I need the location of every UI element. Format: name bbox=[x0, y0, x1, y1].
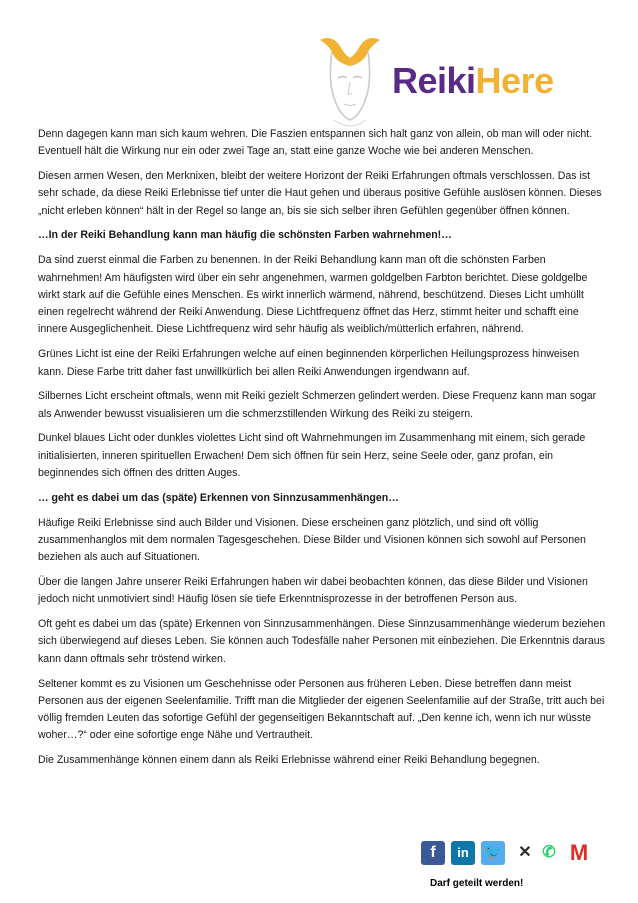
section-heading: … geht es dabei um das (späte) Erkennen von Sinnzusammenhängen… bbox=[38, 491, 399, 504]
brand-part-here: Here bbox=[475, 60, 554, 101]
paragraph: Dunkel blaues Licht oder dunkles violettes Licht sind oft Wahrnehmungen im Zusammenhang mit einem, sich gerade initialisierten, inneren spirituellen Erwachen! Dem sich öffnen für sein Herz, seine Seele oder, ganz profan, ein beginnendes sich öffnen des dritten Auges. bbox=[38, 432, 586, 480]
paragraph: Grünes Licht ist eine der Reiki Erfahrungen welche auf einen beginnenden körperlichen Heilungsprozess hinweisen kann. Diese Farbe tritt daher fast unwillkürlich bei allen Reiki Anwendungen irgendwann auf. bbox=[38, 348, 580, 378]
paragraph: Über die langen Jahre unserer Reiki Erfahrungen haben wir dabei beobachten können, das diese Bilder und Visionen jedoch nicht unmotiviert sind! Häufig lösen sie tiefe Erkenntnisprozesse in der betroffenen Person aus. bbox=[38, 576, 588, 606]
paragraph: Diesen armen Wesen, den Merknixen, bleibt der weitere Horizont der Reiki Erfahrungen oftmals verschlossen. Das ist sehr schade, da diese Reiki Erlebnisse tief unter die Haut gehen und überaus positive Gefühle auslösen können. Dieses „nicht erleben können“ hält in der Regel so lange an, bis sie sich selber ihren Gefühlen gegenüber öffnen können. bbox=[38, 170, 602, 217]
linkedin-icon[interactable]: in bbox=[451, 841, 475, 865]
paragraph: Seltener kommt es zu Visionen um Geschehnisse oder Personen aus früheren Leben. Diese betreffen dann meist Personen aus der eigenen Seelenfamilie. Trifft man die Mitglieder der eigenen Seelenfamilie auf der Straße, tritt auch bei völlig fremden Leuten das sofortige Gefühl der gegenseitigen Bekanntschaft auf. „Den kenne ich, wenn ich nur wüsste woher…?“ oder eine sofortige enge Nähe und Vertrautheit. bbox=[38, 677, 605, 742]
xing-icon[interactable]: ✕ bbox=[518, 844, 532, 861]
share-icons bbox=[421, 837, 621, 869]
header bbox=[300, 32, 600, 132]
paragraph: Häufige Reiki Erlebnisse sind auch Bilder und Visionen. Diese erscheinen ganz plötzlich, und sind oft völlig zusammenhanglos mit dem normalen Tagesgeschehen. Diese Bilder und Visionen können sich sowohl auf Personen beziehen als auch auf Situationen. bbox=[38, 516, 586, 564]
brand-part-reiki: Reiki bbox=[392, 60, 476, 101]
paragraph: Denn dagegen kann man sich kaum wehren. Die Faszien entspannen sich halt ganz von allein, ob man will oder nicht. Eventuell hält die Wirkung nur ein oder zwei Tage an, statt eine ganze Woche wie bei anderen Menschen. bbox=[38, 128, 593, 158]
paragraph: Silbernes Licht erscheint oftmals, wenn mit Reiki gezielt Schmerzen gelindert werden. Diese Frequenz kann man sogar als Anwender bewusst visualisieren um die schmerzstillenden Wirkung des Reiki zu steigern. bbox=[38, 390, 597, 420]
paragraph: Da sind zuerst einmal die Farben zu benennen. In der Reiki Behandlung kann man oft die schönsten Farben wahrnehmen! Am häufigsten wird über ein sehr angenehmen, warmen goldgelben Farbton berichtet. Diese goldgelbe wirkt stark auf die Gefühle eines Menschen. Es wirkt innerlich wärmend, nährend, beschützend. Dieses Licht umhüllt einen regelrecht während der Reiki Anwendung. Diese Lichtfrequenz öffnet das Herz, stimmt heiter und schafft eine innere Ausgeglichenheit. Diese Lichtfrequenz wird sehr häufig als weiblich/mütterlich erfahren, nährend. bbox=[38, 254, 588, 336]
paragraph: Die Zusammenhänge können einem dann als Reiki Erlebnisse während einer Reiki Behandlung begegnen. bbox=[38, 754, 540, 767]
paragraph: Oft geht es dabei um das (späte) Erkennen von Sinnzusammenhängen. Diese Sinnzusammenhänge wiederum beziehen sich überwiegend auf dieses Leben. Sie können auch Todesfälle naher Personen mit einbeziehen. Die Erkenntnis daraus kann dann oftmals sehr tröstend wirken. bbox=[38, 618, 606, 665]
whatsapp-icon[interactable]: ✆ bbox=[542, 844, 556, 861]
reiki-head-logo-icon bbox=[310, 32, 390, 132]
gmail-icon[interactable]: M bbox=[569, 840, 589, 865]
facebook-icon[interactable]: f bbox=[421, 841, 445, 865]
share-label: Darf geteilt werden! bbox=[430, 878, 524, 889]
twitter-icon[interactable]: 🐦 bbox=[481, 841, 505, 865]
section-heading: …In der Reiki Behandlung kann man häufig die schönsten Farben wahrnehmen!… bbox=[38, 229, 452, 242]
brand-logo-text bbox=[392, 60, 554, 102]
article-body bbox=[38, 126, 606, 777]
